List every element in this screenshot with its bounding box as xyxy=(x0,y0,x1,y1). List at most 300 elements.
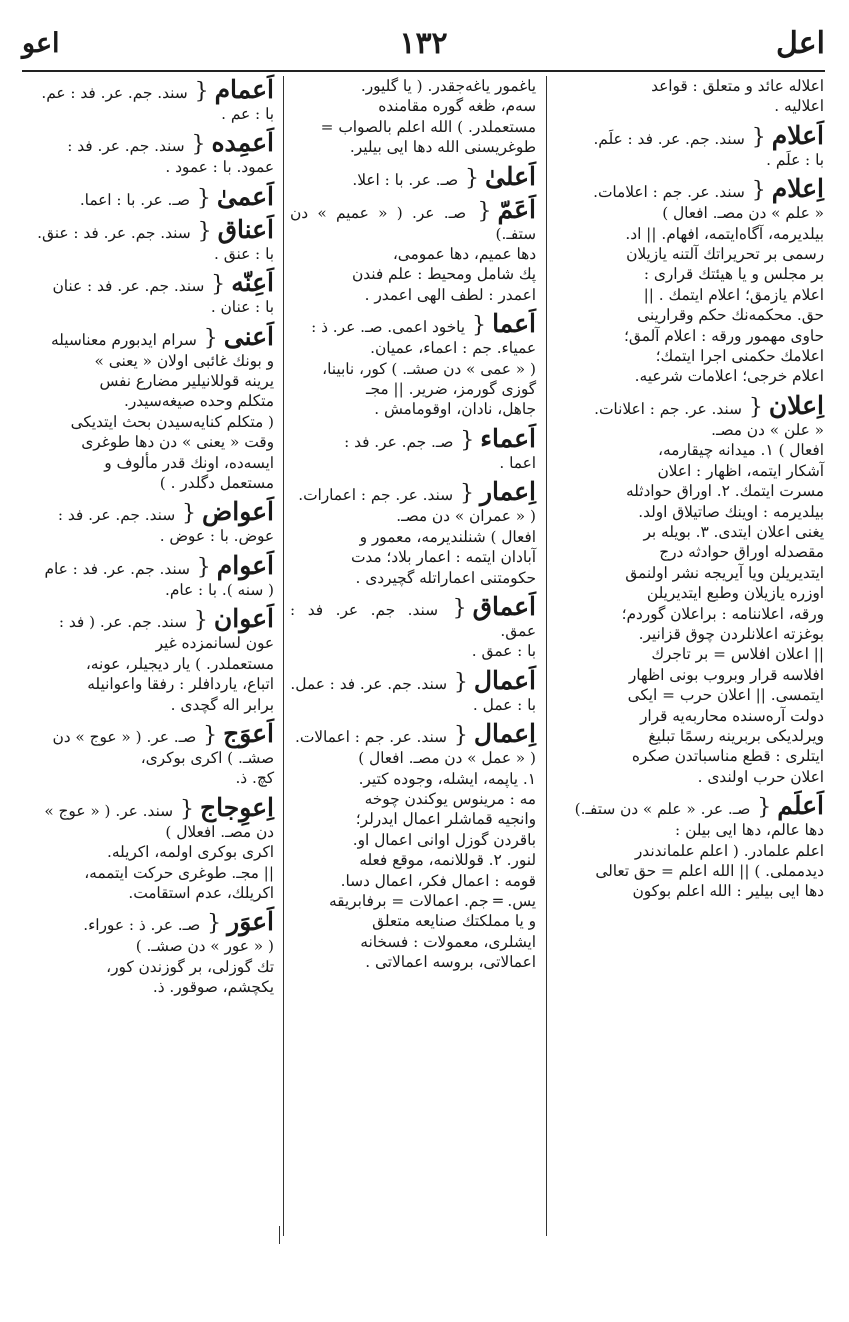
headword: اَعمال xyxy=(473,665,536,695)
entry-text: ( « عمل » دن مصـ. افعال ) xyxy=(358,749,536,768)
entry-line xyxy=(556,604,824,624)
entry-text: سند. جم. عر. فد : عنان xyxy=(52,277,205,296)
dictionary-entry xyxy=(556,175,824,387)
entry-text: سند. عر. ( « عوج » xyxy=(44,801,173,820)
entry-text: آشكار ايتمه، اظهار : اعلان xyxy=(657,461,824,480)
entry-line xyxy=(556,264,824,284)
column-divider-right xyxy=(546,76,547,1236)
entry-line xyxy=(290,720,536,748)
entry-line xyxy=(22,842,274,862)
entry-line xyxy=(556,644,824,664)
entry-line xyxy=(22,863,274,883)
entry-line xyxy=(22,794,274,822)
entry-text: يرينه قوللانيلير مضارع نفس xyxy=(99,372,274,391)
entry-text: « علم » دن مصـ. افعال ) xyxy=(662,204,824,223)
dictionary-entry xyxy=(556,122,824,170)
entry-text: دها عميم، دها عمومى، xyxy=(392,245,536,264)
entry-text: عون لسانمزده غير xyxy=(155,634,274,653)
entry-line xyxy=(22,957,274,977)
entry-line xyxy=(22,371,274,391)
entry-text: اعلاليه . xyxy=(774,97,824,116)
headword: اَعلىٰ xyxy=(485,161,536,191)
entry-text: ( سنه ). با : عام. xyxy=(165,580,274,599)
entry-text: سند. جم. عر. ( فد : xyxy=(58,613,187,632)
entry-text: با : عنان . xyxy=(210,298,274,317)
dictionary-entry xyxy=(290,310,536,420)
entry-line xyxy=(556,244,824,264)
entry-line xyxy=(556,792,824,820)
brace-glyph: { xyxy=(744,124,766,150)
dictionary-entry xyxy=(290,478,536,588)
entry-line xyxy=(290,891,536,911)
entry-line xyxy=(556,481,824,501)
entry-line xyxy=(22,157,274,177)
entry-text: يكچشم، صوقور. ذ. xyxy=(152,978,274,997)
entry-text: سند. عر. جم : اعمالات. xyxy=(295,728,447,747)
entry-line xyxy=(556,563,824,583)
entry-line xyxy=(290,850,536,870)
entry-text: || مجـ. طوغرى حركت ايتممه، xyxy=(84,863,274,882)
entry-text: سند. جم. عر. فد : xyxy=(67,137,185,156)
entry-line xyxy=(556,502,824,522)
entry-text: سند. عر. جم : اعلانات. xyxy=(594,399,742,418)
entry-text: برابر اله گچدى . xyxy=(170,695,274,714)
entry-line xyxy=(22,129,274,157)
brace-glyph: { xyxy=(750,795,772,821)
entry-line xyxy=(22,674,274,694)
headword: اَعمام xyxy=(214,75,274,104)
entry-text: حق. محكمه‌نك حكم وقرارينى xyxy=(637,306,824,325)
entry-line xyxy=(556,665,824,685)
entry-text: ( « عمى » دن صشـ. ) كور، نابينا، xyxy=(322,359,536,378)
entry-text: ياخود اعمى. صـ. عر. ذ : xyxy=(311,318,466,337)
entry-text: با : عمل . xyxy=(472,695,536,714)
dictionary-entry xyxy=(556,392,824,787)
entry-line xyxy=(22,936,274,956)
entry-text: عمود. با : عمود . xyxy=(165,158,274,177)
brace-glyph: { xyxy=(196,722,218,748)
entry-text: ويرلديكى بربرينه رسمًا تبليغ xyxy=(648,726,824,745)
dictionary-entry xyxy=(22,498,274,546)
entry-line xyxy=(556,685,824,705)
dictionary-entry xyxy=(290,76,536,158)
brace-glyph: { xyxy=(186,608,208,634)
entry-line xyxy=(290,809,536,829)
entry-line xyxy=(22,104,274,124)
entry-text: ياغمور ياغه‌جقدر. ( يا گليور. xyxy=(360,77,536,95)
brace-glyph: { xyxy=(189,185,211,211)
entry-text: يس. ═ جم. اعمالات = برفابريقه xyxy=(328,891,536,910)
entry-line xyxy=(22,977,274,997)
entry-text: افعال ) شنلنديرمه، معمور و xyxy=(359,527,536,546)
entry-line xyxy=(290,310,536,338)
brace-glyph: { xyxy=(466,198,492,224)
entry-text: حكومتنى اعماراتله گچيردى . xyxy=(355,568,536,587)
entry-text: آبادان ايتمه : اعمار بلاد؛ مدت xyxy=(350,548,536,567)
entry-line xyxy=(290,641,536,661)
brace-glyph: { xyxy=(204,272,226,298)
entry-text: ( متكلم كنايه‌سيدن بحث ايتديكى xyxy=(70,412,274,431)
entry-text: مه : مرينوس يوكندن چوخه xyxy=(364,789,536,808)
headword: اَعنى xyxy=(223,321,274,351)
entry-line xyxy=(556,461,824,481)
entry-line xyxy=(22,633,274,653)
entry-text: متكلم وحده صيغه‌سيدر. xyxy=(123,392,274,411)
entry-text: ايتلرى : قطع مناسباتدن صكره xyxy=(631,747,824,766)
entry-line xyxy=(556,392,824,420)
entry-text: دها ايى بيلير : الله اعلم بوكون xyxy=(632,882,824,901)
entry-text: بر مجلس و يا هيئتك قرارى : xyxy=(643,265,824,284)
entry-text: يغنى اعلان ايتدى. ٣. بويله بر xyxy=(643,522,824,541)
entry-line xyxy=(290,547,536,567)
headword: اِعلام xyxy=(771,174,824,204)
page-header xyxy=(22,26,825,68)
entry-text: سند. جم. عر. فد : xyxy=(57,506,176,525)
entry-line xyxy=(290,285,536,305)
entry-line xyxy=(22,822,274,842)
dictionary-entry xyxy=(22,76,274,124)
entry-line xyxy=(556,420,824,440)
entry-text: با : عنق . xyxy=(213,244,274,263)
entry-text: مستعملدر. ) يار ديجيلر، عونه، xyxy=(85,654,274,673)
entry-line xyxy=(556,346,824,366)
dictionary-entry xyxy=(556,76,824,117)
entry-line xyxy=(290,748,536,768)
entry-text: اتباع، ياردافلر : رفقا واعوانيله xyxy=(87,675,274,694)
entry-text: عوض. با : عوض . xyxy=(159,527,274,546)
entry-line xyxy=(22,883,274,903)
entry-text: افلاسه قرار وبروب بونى اظهار xyxy=(628,665,824,684)
headword: اَعلَم xyxy=(777,791,824,821)
entry-text: اعما . xyxy=(499,453,536,472)
entry-line xyxy=(22,391,274,411)
entry-text: سند. جم. عر. فد : عمق. xyxy=(290,600,536,640)
entry-line xyxy=(556,881,824,901)
entry-text: وقت « يعنى » دن دها طوغرى xyxy=(81,433,274,452)
entry-text: سند. جم. عر. فد : عمل. xyxy=(290,674,447,693)
entry-line xyxy=(556,366,824,386)
entry-text: مقصدله اوراق حوادثه درج xyxy=(659,543,824,562)
entry-text: تك گوزلى، بر گوزندن كور، xyxy=(106,957,274,976)
entry-line xyxy=(290,667,536,695)
dictionary-entry xyxy=(290,720,536,972)
dictionary-entry xyxy=(290,196,536,306)
entry-text: اكريلك، عدم استقامت. xyxy=(128,883,274,902)
entry-text: صـ. عر. ( « عوج » دن xyxy=(52,727,197,746)
entry-line xyxy=(290,338,536,358)
entry-line xyxy=(556,841,824,861)
entry-text: سه‌م، ظغه گوره مقامنده xyxy=(378,97,536,116)
dictionary-entry xyxy=(290,667,536,715)
dictionary-entry xyxy=(22,720,274,789)
entry-text: مستعملدر. ) الله اعلم بالصواب = xyxy=(320,117,536,136)
entry-line xyxy=(290,379,536,399)
entry-line xyxy=(290,478,536,506)
entry-line xyxy=(556,305,824,325)
entry-line xyxy=(556,150,824,170)
entry-text: حاوى مهمور ورقه : اعلام آلمق؛ xyxy=(624,326,824,345)
entry-text: دها عالم، دها ايى بيلن : xyxy=(675,821,824,840)
entry-text: مستعمل دگلدر . ) xyxy=(159,474,274,493)
entry-text: ورقه، اعلاننامه : براعلان گوردم؛ xyxy=(621,604,824,623)
header-rule xyxy=(22,70,825,72)
entry-text: سند. جم. عر. فد : عم. xyxy=(41,84,188,102)
headword: اَعَمّ xyxy=(497,194,537,224)
entry-line xyxy=(556,522,824,542)
entry-text: با : عمق . xyxy=(471,642,536,661)
entry-text: كچ. ذ. xyxy=(235,769,274,788)
entry-text: ايشلرى، معمولات : فسخانه xyxy=(360,932,536,951)
brace-glyph: { xyxy=(175,501,197,527)
brace-glyph: { xyxy=(200,911,222,937)
entry-text: صـ. جم. عر. فد : xyxy=(344,432,454,451)
entry-line xyxy=(556,326,824,346)
entry-text: بوغزته اعلانلردن چوق قزانير. xyxy=(638,624,824,643)
entry-text: ايتديريلن ويا آيريجه نشر اولنمق xyxy=(625,563,824,582)
brace-glyph: { xyxy=(173,796,194,822)
entry-line xyxy=(22,183,274,211)
headword: اِعلان xyxy=(768,390,824,420)
entry-line xyxy=(22,908,274,936)
headword: اَعوان xyxy=(213,604,274,634)
entry-text: قومه : اعمال فكر، اعمال دسا. xyxy=(340,871,536,890)
entry-text: صـ. عر. ذ : عوراء. xyxy=(83,916,201,935)
headword: اَعماق xyxy=(472,591,536,621)
entry-text: اوزره يازيلان وطبع ايتديريلن xyxy=(646,584,824,603)
dictionary-entry xyxy=(22,183,274,211)
entry-text: پك شامل ومحيط : علم فندن xyxy=(351,265,536,284)
entry-line xyxy=(22,323,274,351)
entry-text: ايتمسى. || اعلان حرب = ايكى xyxy=(627,686,824,705)
entry-text: گوزى گورمز، ضرير. || مجـ xyxy=(366,380,536,399)
brace-glyph: { xyxy=(741,394,763,420)
entry-text: اعلاله عائد و متعلق : قواعد xyxy=(651,77,824,95)
entry-line xyxy=(22,580,274,600)
entry-line xyxy=(290,425,536,453)
headword: اَعمِده xyxy=(211,128,274,158)
header-left-guide-letters: اعو xyxy=(22,28,60,59)
entry-line xyxy=(556,122,824,150)
dictionary-entry xyxy=(556,792,824,902)
entry-line xyxy=(290,769,536,789)
entry-line xyxy=(556,224,824,244)
headword: اِعمال xyxy=(473,719,536,749)
brace-glyph: { xyxy=(458,165,480,191)
headword: اَعِنّه xyxy=(231,268,274,298)
entry-text: دن مصـ. افعلال ) xyxy=(165,822,274,841)
entry-line xyxy=(556,440,824,460)
entry-line xyxy=(290,593,536,641)
entry-line xyxy=(556,746,824,766)
entry-text: صـ. عر. با : اعلا. xyxy=(352,170,459,189)
headword: اَعواض xyxy=(202,497,274,527)
headword: اِعوِجاج xyxy=(200,792,274,822)
entry-line xyxy=(22,216,274,244)
headword: اَعلام xyxy=(771,120,824,150)
entry-text: جاهل، نادان، اوقومامش . xyxy=(374,400,536,419)
bottom-margin-mark xyxy=(279,1226,280,1244)
entry-line xyxy=(290,527,536,547)
entry-text: اكرى بوكرى اولمه، اكريله. xyxy=(106,843,274,862)
brace-glyph: { xyxy=(190,218,212,244)
entry-line xyxy=(290,399,536,419)
entry-line xyxy=(290,96,536,116)
brace-glyph: { xyxy=(465,313,487,339)
entry-line xyxy=(556,706,824,726)
entry-line xyxy=(290,789,536,809)
entry-line xyxy=(290,163,536,191)
entry-text: صـ. عر. ( « عميم » دن ستفـ.) xyxy=(290,203,536,243)
entry-line xyxy=(290,196,536,244)
brace-glyph: { xyxy=(189,554,211,580)
entry-line xyxy=(290,359,536,379)
entry-text: اعلان حرب اولندى . xyxy=(697,767,824,786)
entry-text: اعلام يازمق؛ اعلام ايتمك . || xyxy=(643,285,824,304)
entry-line xyxy=(22,297,274,317)
entry-text: || اعلان افلاس = بر تاجرك xyxy=(651,645,824,664)
left-column xyxy=(22,76,274,1003)
entry-text: عمياء. جم : اعماء، عميان. xyxy=(370,339,536,358)
brace-glyph: { xyxy=(453,427,475,453)
entry-line xyxy=(556,175,824,203)
entry-line xyxy=(22,552,274,580)
page-number: ١٣٢ xyxy=(399,26,448,61)
dictionary-entry xyxy=(22,129,274,177)
entry-line xyxy=(22,76,274,104)
brace-glyph: { xyxy=(446,723,468,749)
entry-text: اعلام خرجى؛ اعلامات شرعيه. xyxy=(634,367,824,386)
headword: اَعماء xyxy=(480,423,536,453)
entry-text: اعمالاتى، بروسه اعمالاتى . xyxy=(365,953,536,972)
entry-line xyxy=(290,830,536,850)
entry-line xyxy=(22,720,274,748)
entry-line xyxy=(556,767,824,787)
entry-line xyxy=(22,498,274,526)
brace-glyph: { xyxy=(744,178,766,204)
dictionary-entry xyxy=(290,163,536,191)
entry-text: سند. عر. جم : اعلامات. xyxy=(593,183,745,202)
entry-line xyxy=(290,932,536,952)
entry-line xyxy=(290,568,536,588)
dictionary-entry xyxy=(22,552,274,600)
entry-text: ( « عور » دن صشـ. ) xyxy=(135,937,274,956)
entry-text: ديدمملى. ) || الله اعلم = حق تعالى xyxy=(595,862,824,880)
middle-column xyxy=(290,76,536,978)
headword: اَعمىٰ xyxy=(216,181,274,211)
entry-line xyxy=(290,506,536,526)
entry-text: سرام ايدبورم معناسيله xyxy=(50,330,197,349)
entry-line xyxy=(22,432,274,452)
headword: اَعناق xyxy=(217,214,274,244)
entry-line xyxy=(556,583,824,603)
entry-text: اعمدر : لطف الهى اعمدر . xyxy=(364,285,536,304)
entry-text: لنور. ٢. قوللانمه، موقع فعله xyxy=(359,851,536,870)
dictionary-entry xyxy=(290,593,536,662)
entry-line xyxy=(290,911,536,931)
entry-line xyxy=(22,768,274,788)
entry-line xyxy=(22,654,274,674)
entry-line xyxy=(22,453,274,473)
headword: اَعوام xyxy=(216,550,274,580)
entry-text: اعلامك حكمنى اجرا ايتمك؛ xyxy=(655,347,824,366)
brace-glyph: { xyxy=(446,669,468,695)
entry-text: با : عم . xyxy=(221,105,274,123)
entry-text: رسمى بر تحريراتك آلتنه يازيلان xyxy=(626,245,824,264)
brace-glyph: { xyxy=(184,132,206,158)
entry-text: صـ. عر. « علم » دن ستفـ.) xyxy=(574,800,751,819)
entry-line xyxy=(290,244,536,264)
right-column xyxy=(556,76,824,907)
entry-text: طوغريسنى الله دها ايى بيلير. xyxy=(349,138,536,157)
entry-line xyxy=(556,542,824,562)
headword: اَعوَر xyxy=(227,907,274,937)
entry-line xyxy=(290,76,536,96)
entry-line xyxy=(290,871,536,891)
column-divider-left xyxy=(283,76,284,1236)
dictionary-entry xyxy=(22,216,274,264)
entry-text: صـ. عر. با : اعما. xyxy=(79,190,190,209)
entry-line xyxy=(556,76,824,96)
entry-line xyxy=(22,269,274,297)
brace-glyph: { xyxy=(187,79,209,104)
entry-text: سند. جم. عر. فد : عام xyxy=(44,559,190,578)
entry-text: بيلديرمه، آگاه‌ايتمه، افهام. || اد. xyxy=(625,224,824,243)
dictionary-entry xyxy=(22,323,274,494)
entry-text: ( « عمران » دن مصـ. xyxy=(396,507,536,526)
entry-line xyxy=(556,203,824,223)
entry-text: ايسه‌ده، اونك قدر مألوف و xyxy=(104,453,274,472)
entry-text: صشـ. ) اكرى بوكرى، xyxy=(140,748,274,767)
dictionary-entry xyxy=(22,908,274,997)
entry-text: و يا مملكتك صنايعه متعلق xyxy=(372,912,536,931)
dictionary-entry xyxy=(22,605,274,715)
entry-line xyxy=(556,285,824,305)
entry-line xyxy=(22,695,274,715)
header-right-guide-letters: اعل xyxy=(776,26,825,61)
entry-line xyxy=(22,748,274,768)
entry-text: با : علَم . xyxy=(766,150,824,169)
entry-text: افعال ) ١. ميدانه چيقارمه، xyxy=(658,441,824,460)
entry-line xyxy=(556,624,824,644)
entry-text: و بونك غائبى اولان « يعنى » xyxy=(94,351,274,370)
entry-line xyxy=(556,96,824,116)
entry-text: وانجيه قماشلر اعمال ايدرلر؛ xyxy=(355,810,536,829)
brace-glyph: { xyxy=(196,325,218,351)
entry-line xyxy=(22,244,274,264)
entry-line xyxy=(556,726,824,746)
entry-text: دولت آره‌سنده محاربه‌يه قرار xyxy=(639,706,824,725)
brace-glyph: { xyxy=(452,481,474,507)
entry-line xyxy=(22,473,274,493)
entry-line xyxy=(290,952,536,972)
entry-line xyxy=(290,117,536,137)
entry-text: بيلديرمه : اوينك صاتيلاق اولد. xyxy=(638,502,824,521)
entry-text: مسرت ايتمك. ٢. اوراق حوادثله xyxy=(625,482,824,501)
entry-line xyxy=(22,351,274,371)
entry-text: ١. ياپمه، ايشله، وجوده كتير. xyxy=(358,769,536,788)
headword: اَعما xyxy=(492,309,536,339)
entry-line xyxy=(290,453,536,473)
entry-line xyxy=(556,820,824,840)
entry-text: سند. جم. عر. فد : عنق. xyxy=(37,223,191,242)
headword: اَعوَج xyxy=(223,718,274,748)
headword: اِعمار xyxy=(479,477,536,507)
entry-text: اعلم علمادر. ( اعلم علماندندر xyxy=(634,841,824,860)
entry-line xyxy=(290,695,536,715)
brace-glyph: { xyxy=(437,595,467,621)
entry-text: « علن » دن مصـ. xyxy=(711,420,824,439)
entry-line xyxy=(22,526,274,546)
